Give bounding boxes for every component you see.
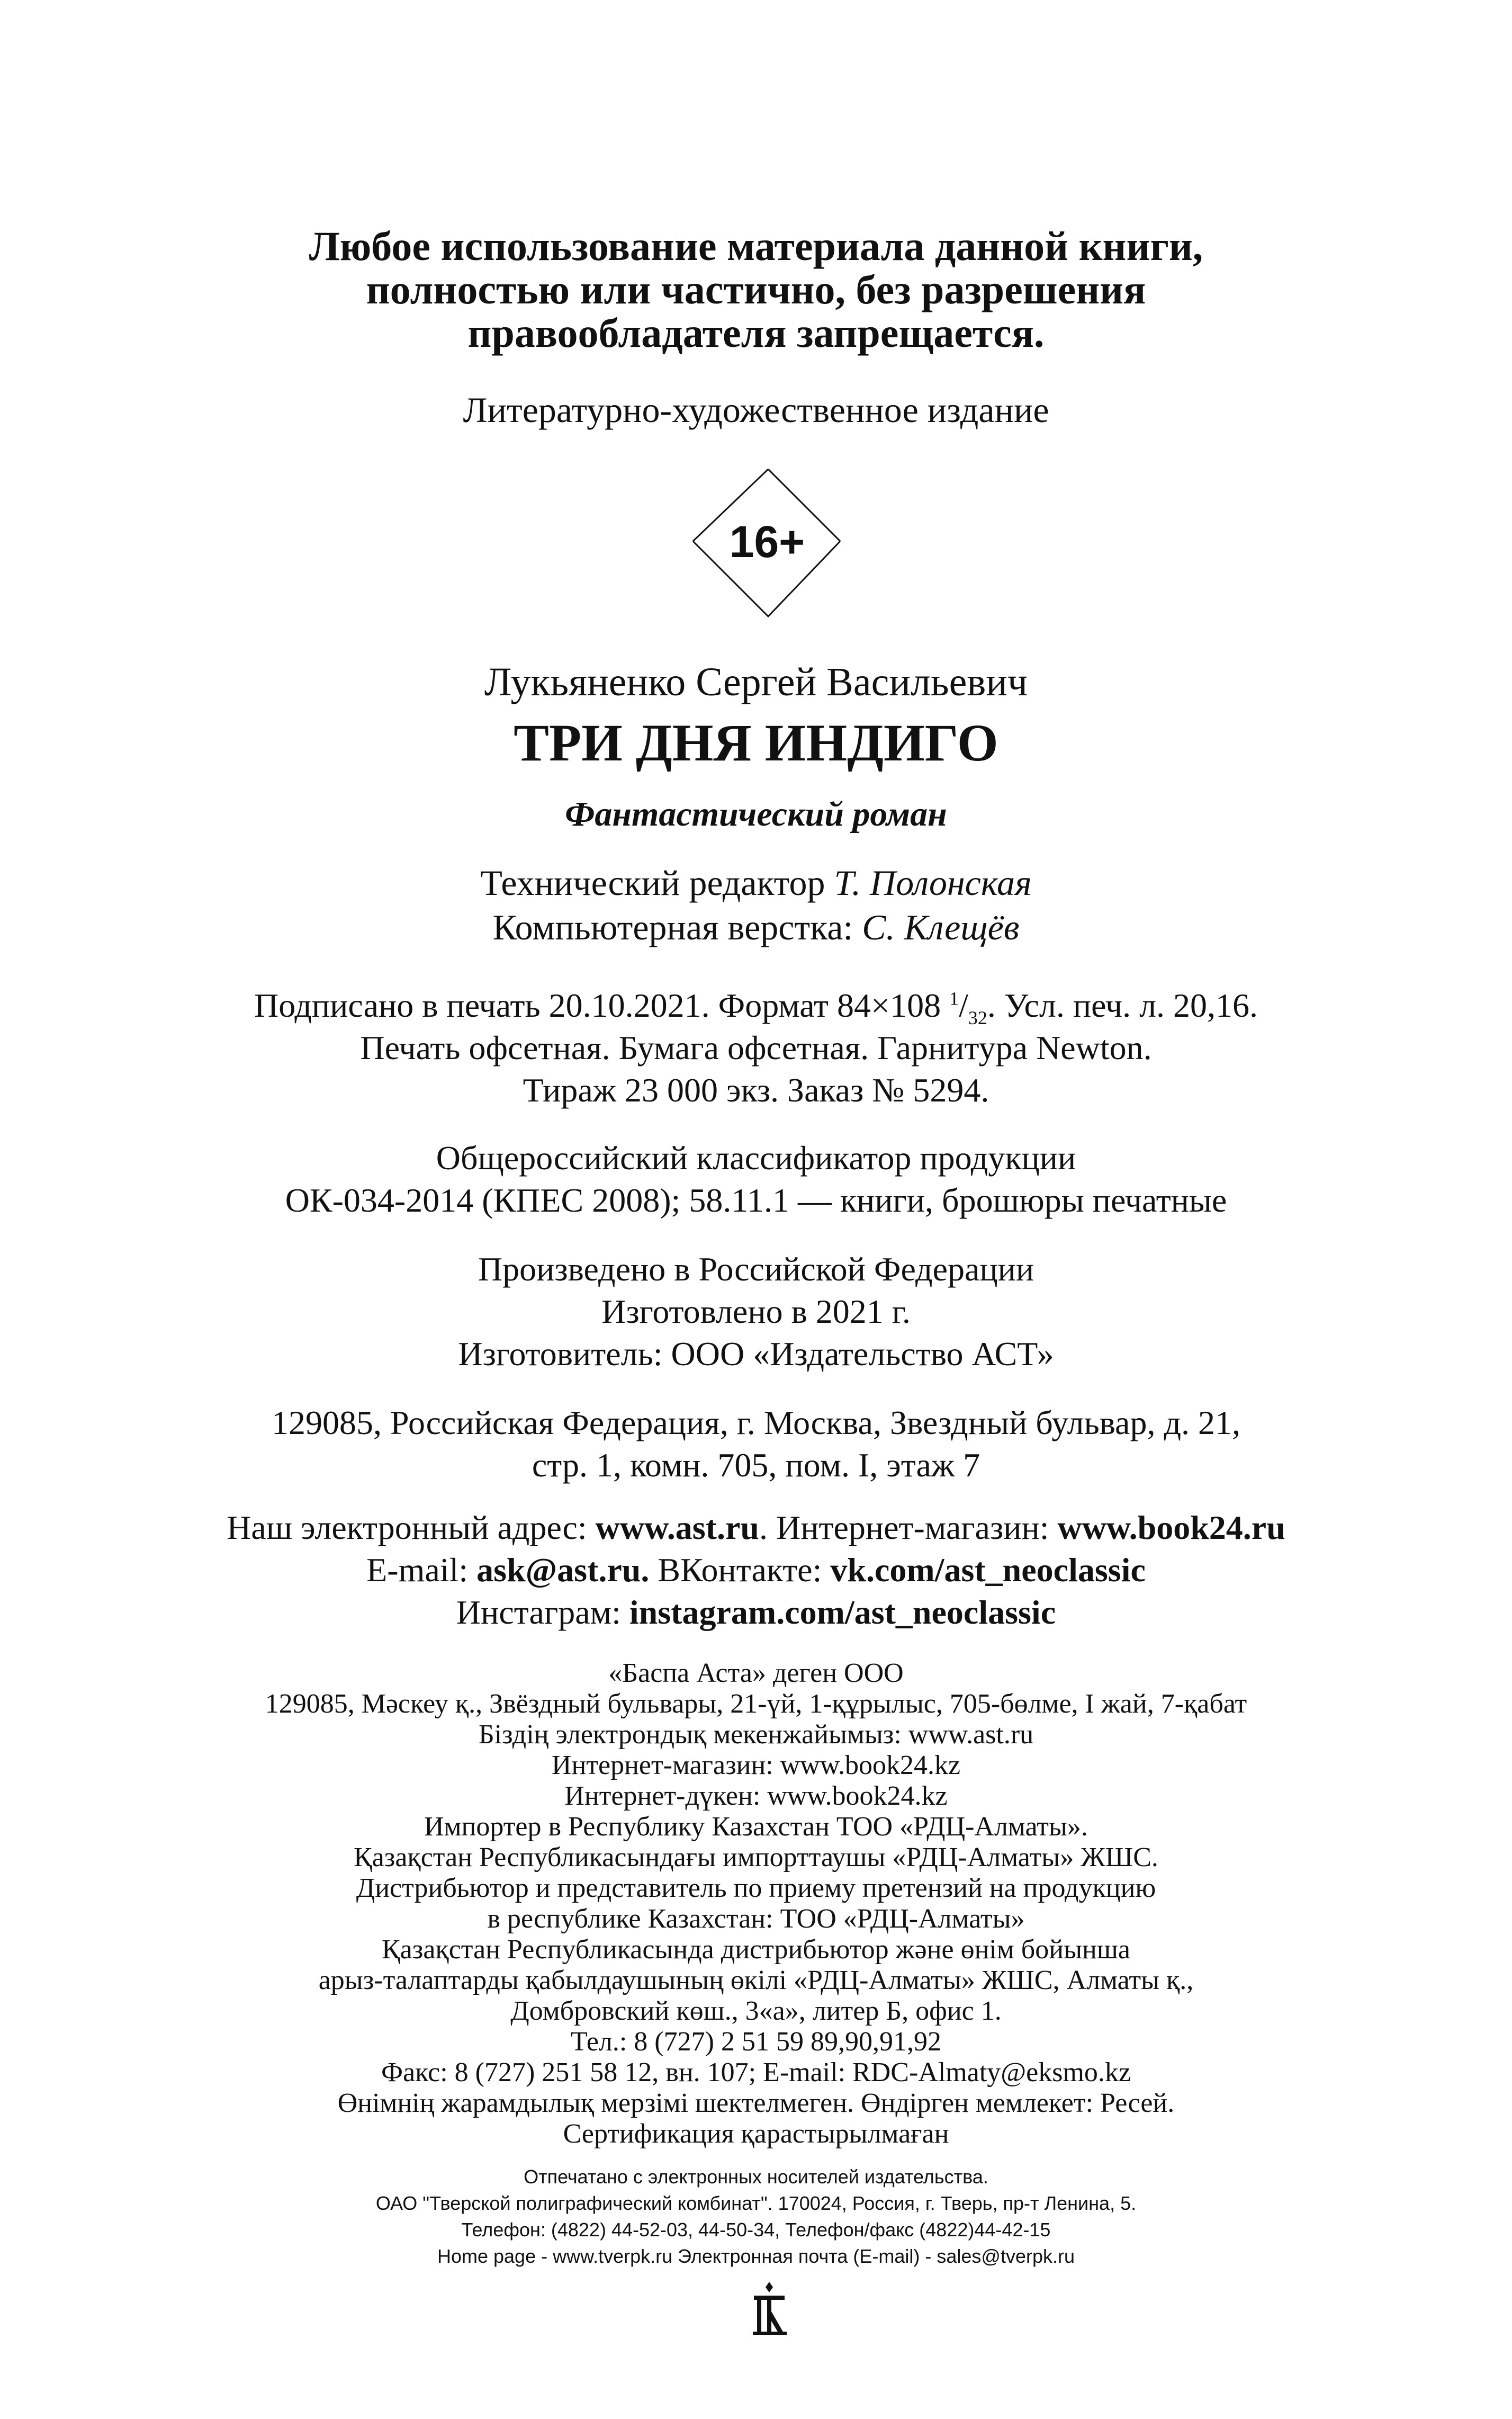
kz-line-5: Интернет-дүкен: www.book24.kz — [564, 1781, 948, 1811]
kz-line-6: Импортер в Республику Казахстан ТОО «РДЦ-Алматы». — [424, 1812, 1088, 1842]
kz-line-11: арыз-талаптарды қабылдаушының өкілі «РДЦ-Алматы» ЖШС, Алматы қ., — [318, 1965, 1194, 1995]
printer-line-2: ОАО "Тверской полиграфический комбинат". 170024, Россия, г. Тверь, пр-т Ленина, 5. — [375, 2192, 1137, 2214]
age-rating-badge-icon — [690, 466, 843, 620]
email-address-label: Наш электронный адрес: — [227, 1509, 596, 1546]
print-info-line-2: Печать офсетная. Бумага офсетная. Гарнитура Newton. — [360, 1029, 1152, 1067]
print-info-prefix: Подписано в печать 20.10.2021. Формат 84×108 — [254, 987, 950, 1024]
age-rating-text: 16+ — [729, 517, 805, 567]
tech-editor-label: Технический редактор — [480, 863, 825, 903]
kz-line-16: Сертификация қарастырылмаған — [563, 2119, 949, 2149]
vk-label: ВКонтакте: — [649, 1551, 831, 1589]
print-info-suffix: . Усл. печ. л. 20,16. — [987, 987, 1258, 1024]
fraction-numerator: 1 — [949, 988, 959, 1009]
kz-line-12: Домбровский көш., 3«а», литер Б, офис 1. — [510, 1996, 1002, 2026]
print-info-line-1: Подписано в печать 20.10.2021. Формат 84×108 $^1/_{32}$. Усл. печ. л. 20,16. — [254, 987, 1258, 1028]
kz-line-3: Біздің электрондық мекенжайымыз: www.ast.ru — [478, 1719, 1034, 1750]
tech-editor-name: Т. Полонская — [834, 863, 1032, 903]
shop-link[interactable]: www.book24.ru — [1057, 1509, 1285, 1546]
printer-line-3: Телефон: (4822) 44-52-03, 44-50-34, Телефон/факс (4822)44-42-15 — [461, 2219, 1051, 2241]
email-label: E-mail: — [366, 1551, 477, 1589]
printer-logo-icon — [745, 2280, 793, 2338]
site-link[interactable]: www.ast.ru — [595, 1509, 760, 1546]
edition-type: Литературно-художественное издание — [463, 390, 1049, 430]
book-title: ТРИ ДНЯ ИНДИГО — [514, 713, 998, 772]
contacts-line-2 — [0, 1551, 1512, 1590]
contacts-line-1 — [0, 1508, 1512, 1547]
genre: Фантастический роман — [565, 795, 947, 834]
kz-line-9: в республике Казахстан: ТОО «РДЦ-Алматы» — [487, 1904, 1025, 1934]
kz-line-1: «Баспа Аста» деген ООО — [608, 1658, 904, 1688]
kz-line-15: Өнімнің жарамдылық мерзімі шектелмеген. Өндірген мемлекет: Ресей. — [337, 2088, 1175, 2118]
instagram-label: Инстаграм: — [456, 1593, 629, 1631]
tech-editor — [0, 862, 1512, 904]
layout-credit — [0, 907, 1512, 948]
copyright-line-2: полностью или частично, без разрешения — [366, 266, 1146, 312]
kz-line-10: Қазақстан Республикасында дистрибьютор және өнім бойынша — [382, 1934, 1130, 1965]
printer-line-1: Отпечатано с электронных носителей издательства. — [524, 2166, 988, 2188]
copyright-line-1: Любое использование материала данной книги, — [309, 223, 1203, 269]
printer-line-4: Home page - www.tverpk.ru Электронная почта (E-mail) - sales@tverpk.ru — [437, 2245, 1075, 2267]
email-link[interactable]: ask@ast.ru. — [476, 1551, 650, 1589]
kz-line-8: Дистрибьютор и представитель по приему претензий на продукцию — [356, 1873, 1156, 1903]
instagram-link[interactable]: instagram.com/ast_neoclassic — [629, 1593, 1056, 1631]
address-line-2: стр. 1, комн. 705, пом. I, этаж 7 — [532, 1446, 980, 1484]
kz-line-7: Қазақстан Республикасындағы импорттаушы «РДЦ-Алматы» ЖШС. — [354, 1842, 1158, 1873]
shop-label: . Интернет-магазин: — [759, 1509, 1058, 1546]
classifier-line-2: ОК-034-2014 (КПЕС 2008); 58.11.1 — книги, брошюры печатные — [285, 1181, 1227, 1219]
manufacture-line-2: Изготовлено в 2021 г. — [601, 1293, 911, 1330]
author-name: Лукьяненко Сергей Васильевич — [484, 660, 1028, 704]
contacts-line-3 — [0, 1593, 1512, 1632]
address-line-1: 129085, Российская Федерация, г. Москва, Звездный бульвар, д. 21, — [272, 1404, 1240, 1441]
layout-label: Компьютерная верстка: — [492, 907, 853, 947]
kz-line-14: Факс: 8 (727) 251 58 12, вн. 107; E-mail: RDC-Almaty@eksmo.kz — [381, 2057, 1131, 2087]
kz-line-13: Тел.: 8 (727) 2 51 59 89,90,91,92 — [571, 2027, 941, 2057]
classifier-line-1: Общероссийский классификатор продукции — [436, 1139, 1076, 1177]
kz-line-4: Интернет-магазин: www.book24.kz — [551, 1750, 961, 1780]
layout-name: С. Клещёв — [862, 907, 1020, 947]
copyright-line-3: правообладателя запрещается. — [467, 310, 1045, 356]
print-info-line-3: Тираж 23 000 экз. Заказ № 5294. — [523, 1071, 989, 1109]
fraction-denominator: 32 — [968, 1007, 987, 1028]
vk-link[interactable]: vk.com/ast_neoclassic — [830, 1551, 1146, 1589]
manufacture-line-1: Произведено в Российской Федерации — [478, 1250, 1034, 1288]
manufacture-line-3: Изготовитель: ООО «Издательство АСТ» — [458, 1335, 1054, 1373]
kz-line-2: 129085, Мәскеу қ., Звёздный бульвары, 21-үй, 1-құрылыс, 705-бөлме, I жай, 7-қабат — [265, 1689, 1247, 1719]
